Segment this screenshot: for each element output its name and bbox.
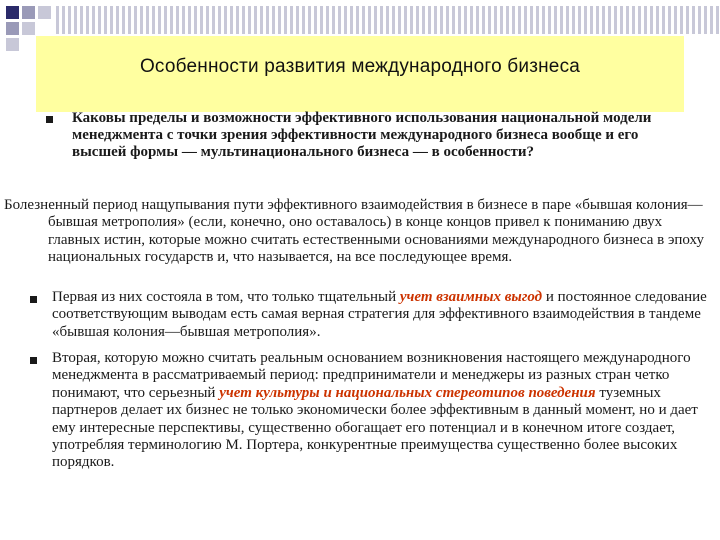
deco-square-icon	[6, 6, 19, 19]
intro-text: Болезненный период нащупывания пути эффективного взаимодействия в бизнесе в паре «бывшая колония—бывшая метрополия» (если, конечно, оно оставалось) в конце концов привел к пониманию двух главных истин, которые можно считать естественными основаниями международного бизнеса в эпоху национальных государств и, что называется, на все последующее время.	[4, 197, 704, 266]
slide-title: Особенности развития международного бизнеса	[139, 56, 581, 77]
bullet-square-icon	[30, 296, 37, 303]
header-stripe	[56, 6, 720, 34]
point-second-rest: туземных партнеров делает их бизнес не только экономически более эффективным в данный момент, но и дает ему интересные перспективы, существенно обогащает его потенциал и в конечном итоге создает, употребляя терминологию М. Портера, конкурентные преимущества существенно более высоких порядков.	[52, 384, 698, 471]
point-second-highlight: учет культуры и национальных стереотипов поведения	[219, 384, 596, 401]
bullet-square-icon	[46, 116, 53, 123]
point-first-highlight: учет взаимных выгод	[399, 289, 543, 305]
bullet-square-icon	[30, 357, 37, 364]
point-second-text: Вторая, которую можно считать реальным основанием возникновения настоящего международного менеджмента в рассматриваемый период: предприниматели и менеджеры из разных стран четко понимают, что серьезный	[52, 350, 691, 401]
point-first	[52, 289, 716, 341]
point-first-text: Первая из них состояла в том, что только тщательный	[52, 289, 400, 305]
key-question: Каковы пределы и возможности эффективного использования национальной модели менеджмента с точки зрения эффективности международного бизнеса вообще и его высшей формы — мультинационального бизнеса — в особенности?	[72, 110, 652, 160]
deco-square-icon	[6, 38, 19, 51]
deco-square-icon	[6, 22, 19, 35]
deco-square-icon	[22, 6, 35, 19]
point-second	[52, 350, 716, 472]
deco-square-icon	[38, 6, 51, 19]
point-first-rest: и постоянное следование соответствующим выводам есть самая верная стратегия для эффективного взаимодействия в тандеме «бывшая колония—бывшая метрополия».	[52, 289, 707, 340]
intro-paragraph	[4, 197, 716, 267]
deco-square-icon	[22, 22, 35, 35]
